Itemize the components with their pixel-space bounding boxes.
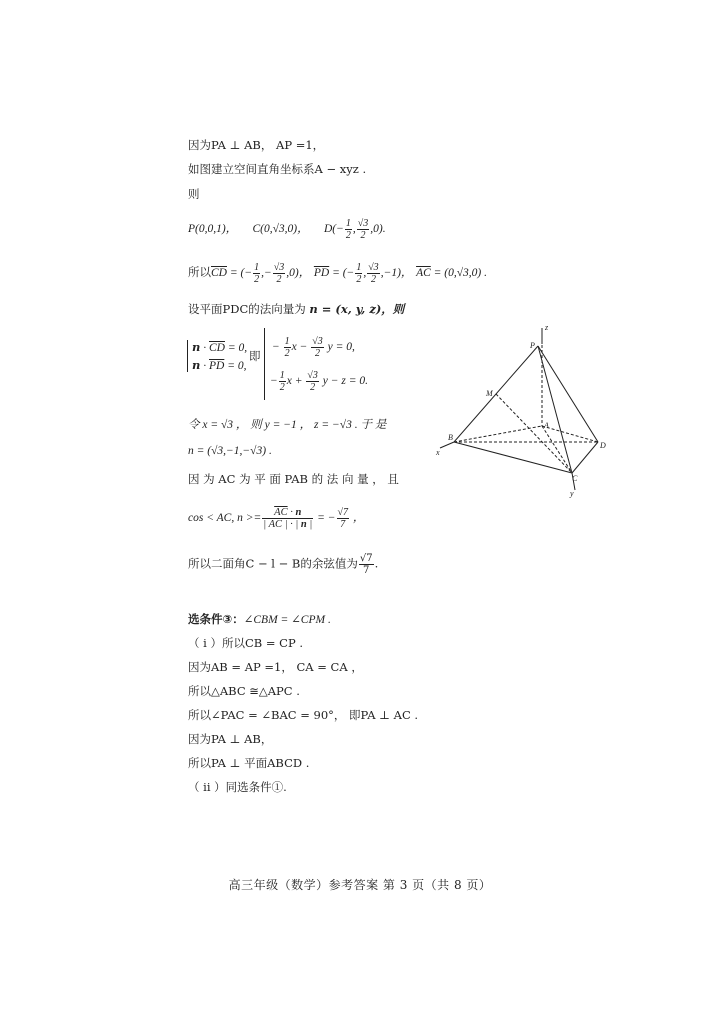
line-vectors: 所以$\overline{CD}$ = (− $\frac{1}{2}$ ,− $\frac{√3}{2}$ ,0)， $\overline{PD}$ = (− $\frac{1}{2}$ , $\frac{√3}{2}$ ,−1)， $\overline{AC} = (0,√3,0)$ . — [188, 262, 487, 285]
line-points — [188, 218, 386, 241]
system-eq-2: $n \cdot \overline{PD} = 0$, — [192, 358, 247, 372]
system-eq-1: $n \cdot \overline{CD} = 0$, — [192, 340, 248, 354]
cond3-line-1: （ i ）所以CB = CP . — [188, 636, 304, 650]
label-d: D — [600, 441, 606, 450]
cond3-line-3: 所以△ABC ≅△APC . — [188, 684, 300, 698]
line-normal-vector: 设平面PDC的法向量为 n = (x, y, z)，则 — [188, 302, 405, 316]
line-let-x: 令 x = √3 ， 则 y = −1 ， z = −√3 . 于 是 — [188, 419, 387, 431]
ji-label: 即 — [249, 349, 261, 363]
line-dihedral: 所以二面角C − l − B的余弦值为 $\frac{√7}{7}$ . — [188, 553, 379, 576]
label-b: B — [448, 433, 453, 442]
brace-left — [187, 340, 188, 372]
cond3-line-6: 所以PA ⊥ 平面ABCD . — [188, 756, 310, 770]
label-c: C — [572, 474, 578, 483]
edge-mc — [496, 394, 572, 473]
cond3-line-5: 因为PA ⊥ AB， — [188, 732, 273, 746]
label-p: P — [530, 341, 535, 350]
pyramid-figure — [432, 318, 612, 503]
line-coordinate-system: 如图建立空间直角坐标系A − xyz . — [188, 162, 367, 176]
line-ze: 则 — [188, 187, 200, 201]
label-a: A — [544, 421, 549, 430]
line-pa-perp-ab: 因为PA ⊥ AB， AP =1， — [188, 138, 325, 152]
cond3-line-7: （ ii ）同选条件①. — [188, 780, 287, 794]
cond3-line-4: 所以∠PAC = ∠BAC = 90°， 即PA ⊥ AC . — [188, 708, 419, 722]
label-y: y — [570, 489, 574, 498]
brace-right — [264, 328, 265, 400]
point-d: D(− $\frac{1}{2}$ , $\frac{√3}{2}$ ,0). — [323, 218, 386, 241]
cond3-line-2: 因为AB = AP =1， CA = CA ， — [188, 660, 363, 674]
point-p: P(0,0,1)， — [188, 223, 238, 236]
condition-3-title: 选条件③：∠CBM = ∠CPM . — [188, 612, 331, 626]
edge-bc — [454, 442, 572, 473]
system-eq-4: − $\frac{1}{2}$ x + $\frac{√3}{2}$ y − z = 0. — [270, 370, 368, 393]
x-axis — [440, 442, 454, 448]
edge-pc — [538, 346, 572, 473]
label-z: z — [545, 323, 549, 332]
line-cos: cos < AC, n >= $\frac{\overline{AC} \cdot n}{| \overline{AC} | \cdot | n |}$ = − $\frac{√7}{7}$ ， — [188, 507, 365, 530]
system-eq-3: − $\frac{1}{2}$ x − $\frac{√3}{2}$ y = 0, — [272, 336, 355, 359]
edge-cd — [572, 442, 598, 473]
line-ac-normal: 因 为 AC 为 平 面 PAB 的 法 向 量 ， 且 — [188, 472, 399, 486]
label-m: M — [486, 389, 493, 398]
label-x: x — [436, 448, 440, 457]
line-n-result: n = (√3,−1,−√3) . — [188, 445, 272, 457]
page-footer: 高三年级（数学）参考答案 第 3 页（共 8 页） — [228, 878, 492, 892]
point-c: C(0,√3,0)， — [252, 223, 309, 236]
